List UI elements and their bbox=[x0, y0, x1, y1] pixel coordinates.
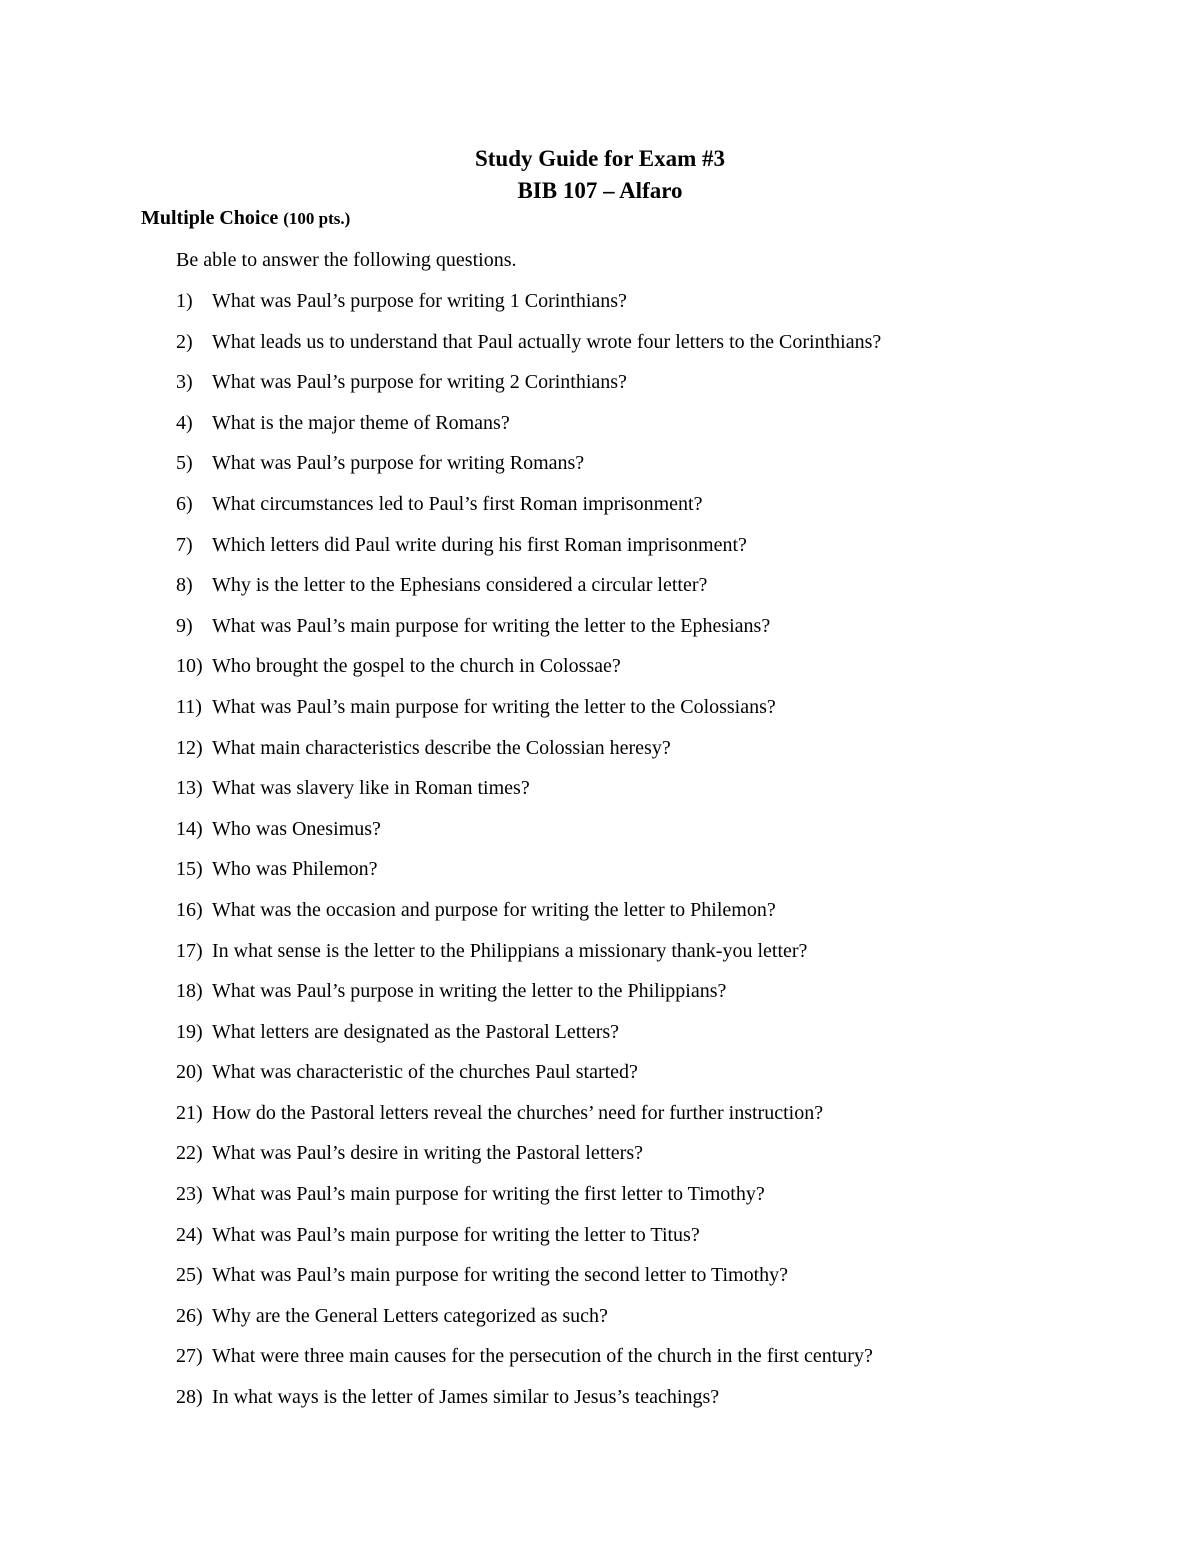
document-title: Study Guide for Exam #3 bbox=[474, 146, 726, 171]
question-item bbox=[176, 490, 1156, 531]
question-text: What was Paul’s main purpose for writing the letter to Titus? bbox=[212, 1223, 700, 1246]
question-number: 24) bbox=[176, 1223, 203, 1246]
question-text: What circumstances led to Paul’s first Roman imprisonment? bbox=[212, 492, 703, 515]
question-item bbox=[176, 409, 1156, 450]
question-item bbox=[176, 1221, 1156, 1262]
question-number: 10) bbox=[176, 655, 203, 678]
question-text: How do the Pastoral letters reveal the churches’ need for further instruction? bbox=[212, 1101, 824, 1124]
question-text: What was Paul’s purpose in writing the letter to the Philippians? bbox=[212, 980, 727, 1003]
question-text: In what ways is the letter of James similar to Jesus’s teachings? bbox=[212, 1386, 720, 1409]
question-text: In what sense is the letter to the Philippians a missionary thank-you letter? bbox=[212, 939, 808, 962]
question-number: 3) bbox=[176, 371, 193, 394]
question-item bbox=[176, 815, 1156, 856]
question-text: What was Paul’s purpose for writing 2 Corinthians? bbox=[212, 371, 627, 394]
question-item bbox=[176, 449, 1156, 490]
question-item bbox=[176, 1383, 1156, 1424]
question-number: 23) bbox=[176, 1183, 203, 1206]
question-number: 22) bbox=[176, 1142, 203, 1165]
question-text: Who was Onesimus? bbox=[212, 817, 381, 840]
question-item bbox=[176, 1261, 1156, 1302]
question-number: 27) bbox=[176, 1345, 203, 1368]
question-text: What was characteristic of the churches Paul started? bbox=[212, 1061, 638, 1084]
question-number: 7) bbox=[176, 533, 193, 556]
question-number: 16) bbox=[176, 898, 203, 921]
question-item bbox=[176, 855, 1156, 896]
question-text: Who brought the gospel to the church in Colossae? bbox=[212, 655, 621, 678]
question-item bbox=[176, 1139, 1156, 1180]
question-text: What was slavery like in Roman times? bbox=[212, 777, 530, 800]
question-text: What was Paul’s purpose for writing Romans? bbox=[212, 452, 585, 475]
question-number: 25) bbox=[176, 1264, 203, 1287]
question-number: 11) bbox=[176, 695, 202, 718]
question-text: What was the occasion and purpose for writing the letter to Philemon? bbox=[212, 898, 776, 921]
question-item bbox=[176, 1342, 1156, 1383]
question-text: Why is the letter to the Ephesians considered a circular letter? bbox=[212, 574, 708, 597]
question-text: What were three main causes for the persecution of the church in the first century? bbox=[212, 1345, 873, 1368]
course-title: BIB 107 – Alfaro bbox=[517, 178, 683, 203]
question-number: 21) bbox=[176, 1101, 203, 1124]
question-item bbox=[176, 774, 1156, 815]
question-item bbox=[176, 1018, 1156, 1059]
question-text: What was Paul’s main purpose for writing the first letter to Timothy? bbox=[212, 1183, 765, 1206]
question-item bbox=[176, 531, 1156, 572]
section-heading-label: Multiple Choice bbox=[141, 207, 279, 229]
question-text: What was Paul’s main purpose for writing the letter to the Colossians? bbox=[212, 695, 776, 718]
question-text: What leads us to understand that Paul actually wrote four letters to the Corinthians? bbox=[212, 330, 882, 353]
question-item bbox=[176, 368, 1156, 409]
question-number: 1) bbox=[176, 290, 193, 312]
question-text: Who was Philemon? bbox=[212, 858, 378, 881]
question-item bbox=[176, 1058, 1156, 1099]
question-item bbox=[176, 1180, 1156, 1221]
question-text: What was Paul’s desire in writing the Pastoral letters? bbox=[212, 1142, 644, 1165]
question-number: 4) bbox=[176, 411, 193, 434]
question-number: 13) bbox=[176, 777, 203, 800]
question-text: What was Paul’s purpose for writing 1 Corinthians? bbox=[212, 290, 627, 312]
question-number: 18) bbox=[176, 980, 203, 1003]
question-number: 5) bbox=[176, 452, 193, 475]
question-number: 17) bbox=[176, 939, 203, 962]
question-number: 20) bbox=[176, 1061, 203, 1084]
section-heading bbox=[141, 204, 350, 233]
section-points: (100 pts.) bbox=[283, 209, 351, 228]
question-number: 26) bbox=[176, 1304, 203, 1327]
question-number: 19) bbox=[176, 1020, 203, 1043]
question-text: Why are the General Letters categorized as such? bbox=[212, 1304, 608, 1327]
question-item bbox=[176, 734, 1156, 775]
question-number: 12) bbox=[176, 736, 203, 759]
question-item bbox=[176, 937, 1156, 978]
question-number: 6) bbox=[176, 492, 193, 515]
question-item bbox=[176, 287, 1156, 328]
question-text: What is the major theme of Romans? bbox=[212, 411, 510, 434]
question-item bbox=[176, 977, 1156, 1018]
question-item bbox=[176, 896, 1156, 937]
question-item bbox=[176, 612, 1156, 653]
question-list bbox=[176, 287, 1156, 1424]
question-text: What was Paul’s main purpose for writing the second letter to Timothy? bbox=[212, 1264, 789, 1287]
question-number: 8) bbox=[176, 574, 193, 597]
question-item bbox=[176, 652, 1156, 693]
question-item bbox=[176, 571, 1156, 612]
question-number: 2) bbox=[176, 330, 193, 353]
question-item bbox=[176, 1099, 1156, 1140]
question-number: 28) bbox=[176, 1386, 203, 1409]
question-number: 15) bbox=[176, 858, 203, 881]
question-number: 14) bbox=[176, 817, 203, 840]
question-text: What main characteristics describe the Colossian heresy? bbox=[212, 736, 671, 759]
question-item bbox=[176, 693, 1156, 734]
question-text: What was Paul’s main purpose for writing the letter to the Ephesians? bbox=[212, 614, 771, 637]
question-text: What letters are designated as the Pastoral Letters? bbox=[212, 1020, 620, 1043]
question-text: Which letters did Paul write during his first Roman imprisonment? bbox=[212, 533, 747, 556]
question-item bbox=[176, 328, 1156, 369]
question-number: 9) bbox=[176, 614, 193, 637]
question-item bbox=[176, 1302, 1156, 1343]
instructions-text: Be able to answer the following questions. bbox=[176, 249, 517, 271]
